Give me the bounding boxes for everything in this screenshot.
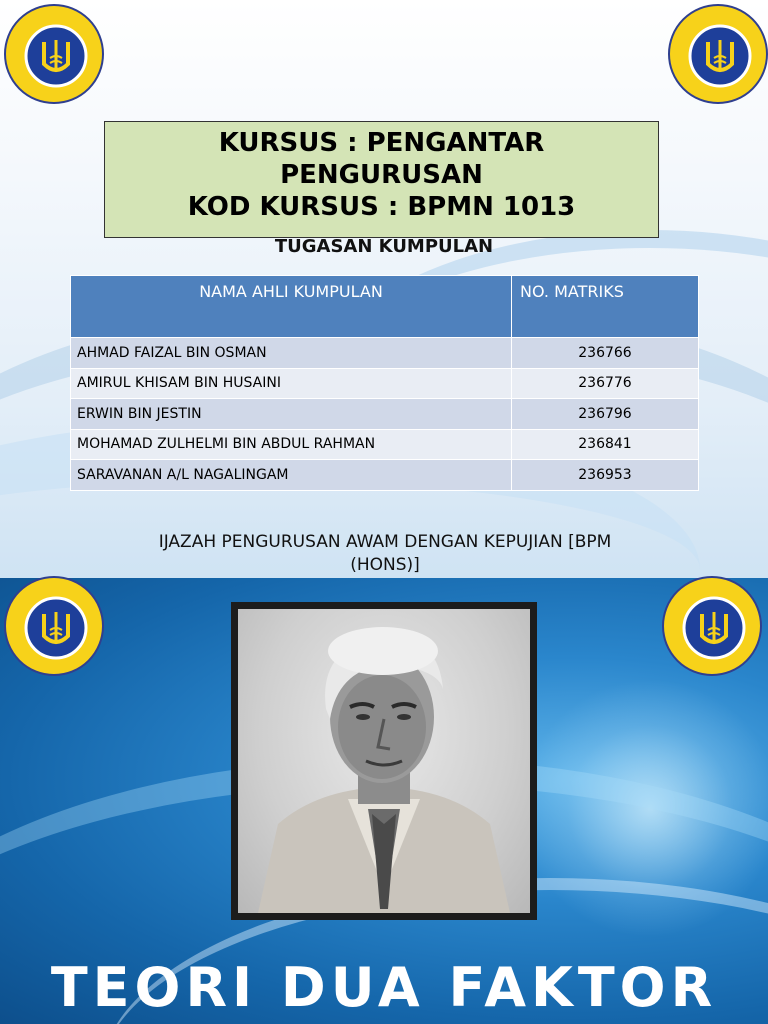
header-name: NAMA AHLI KUMPULAN bbox=[71, 276, 512, 338]
member-matric: 236841 bbox=[512, 429, 699, 460]
table-row bbox=[71, 338, 699, 369]
course-title-box bbox=[104, 121, 659, 238]
uum-seal-icon bbox=[664, 578, 764, 678]
uum-seal-icon bbox=[6, 578, 106, 678]
member-name: SARAVANAN A/L NAGALINGAM bbox=[71, 460, 512, 491]
member-matric: 236796 bbox=[512, 399, 699, 430]
uum-seal-icon bbox=[670, 6, 768, 106]
member-name: AMIRUL KHISAM BIN HUSAINI bbox=[71, 368, 512, 399]
table-header-row bbox=[71, 276, 699, 338]
portrait-figure-icon bbox=[238, 609, 530, 913]
member-name: ERWIN BIN JESTIN bbox=[71, 399, 512, 430]
uum-seal-icon bbox=[6, 6, 106, 106]
uum-logo-left-top bbox=[4, 4, 104, 104]
degree-text bbox=[90, 531, 680, 577]
member-matric: 236953 bbox=[512, 460, 699, 491]
header-matric: NO. MATRIKS bbox=[512, 276, 699, 338]
course-line: KURSUS : PENGANTAR bbox=[218, 128, 545, 158]
assignment-label: TUGASAN KUMPULAN bbox=[274, 236, 494, 257]
table-row bbox=[71, 399, 699, 430]
table-row bbox=[71, 429, 699, 460]
uum-logo-right-bottom bbox=[662, 576, 762, 676]
slide-title: TEORI DUA FAKTOR bbox=[50, 956, 718, 1019]
portrait-frame bbox=[231, 602, 537, 920]
portrait-photo bbox=[238, 609, 530, 913]
uum-logo-left-bottom bbox=[4, 576, 104, 676]
member-matric: 236776 bbox=[512, 368, 699, 399]
table-row bbox=[71, 368, 699, 399]
table-row bbox=[71, 460, 699, 491]
degree-line-2: (HONS)] bbox=[350, 555, 420, 575]
degree-line-1: IJAZAH PENGURUSAN AWAM DENGAN KEPUJIAN [BPM bbox=[158, 532, 612, 552]
course-code-line: KOD KURSUS : BPMN 1013 bbox=[187, 192, 576, 222]
uum-logo-right-top bbox=[668, 4, 768, 104]
members-table bbox=[70, 275, 699, 491]
course-line-2: PENGURUSAN bbox=[280, 160, 483, 190]
member-name: AHMAD FAIZAL BIN OSMAN bbox=[71, 338, 512, 369]
member-name: MOHAMAD ZULHELMI BIN ABDUL RAHMAN bbox=[71, 429, 512, 460]
member-matric: 236766 bbox=[512, 338, 699, 369]
